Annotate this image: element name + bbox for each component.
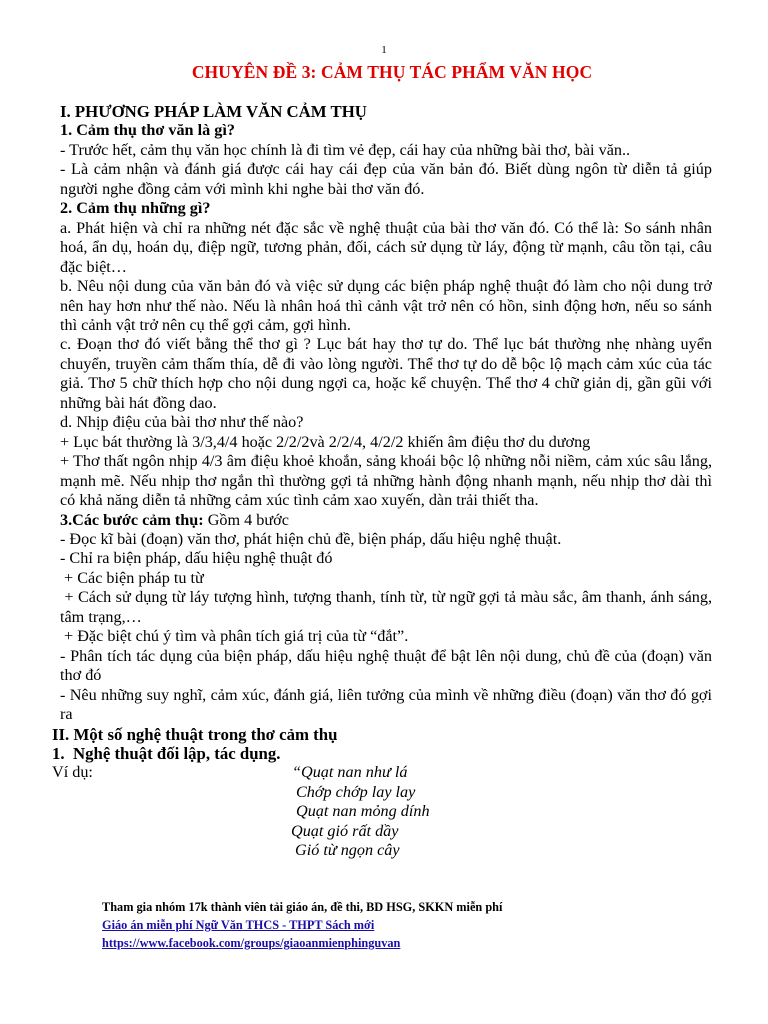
poem-line: Chớp chớp lay lay [296,782,416,801]
poem-line: “Quạt nan như lá [292,763,408,782]
poem-line: Gió từ ngọn cây [295,841,400,860]
step-item: - Đọc kĩ bài (đoạn) văn thơ, phát hiện chủ đề, biện pháp, dấu hiệu nghệ thuật. [60,529,562,548]
question-3-heading-bold: 3.Các bước cảm thụ: [60,510,204,529]
example-label: Ví dụ: [52,763,93,782]
poem-line: Quạt gió rất dầy [291,821,399,840]
footer-link-title[interactable]: Giáo án miễn phí Ngữ Văn THCS - THPT Sách mới [102,918,375,932]
question-3-heading [60,511,712,530]
paragraph-c: c. Đoạn thơ đó viết bằng thể thơ gì ? Lục bát hay thơ tự do. Thể lục bát thường nhẹ nhàng uyển chuyển, truyền cảm thấm thía, dễ đi vào lòng người. Thể thơ tự do dễ bộc lộ mạch cảm xúc của tác giả. Thơ 5 chữ thích hợp cho nội dung ngợi ca, hoặc kể chuyện. Thể thơ 4 chữ giản dị, gần gũi với những bài hát đồng dao. [60,335,712,412]
section-1-heading: I. PHƯƠNG PHÁP LÀM VĂN CẢM THỤ [60,102,367,121]
footer-promo-text: Tham gia nhóm 17k thành viên tải giáo án, đề thi, BD HSG, SKKN miễn phí [102,900,503,914]
question-2-heading: 2. Cảm thụ những gì? [60,199,211,218]
subsection-1-heading: 1. Nghệ thuật đối lập, tác dụng. [52,743,281,763]
question-3-heading-rest: Gồm 4 bước [203,510,289,529]
footer [102,898,502,952]
paragraph: - Là cảm nhận và đánh giá được cái hay cái đẹp của văn bản đó. Biết dùng ngôn từ diễn tả giúp người nghe đồng cảm với mình khi nghe bài thơ văn đó. [60,160,712,198]
paragraph-plus-1: + Lục bát thường là 3/3,4/4 hoặc 2/2/2và 2/2/4, 4/2/2 khiến âm điệu thơ du dương [60,432,591,451]
step-item: + Các biện pháp tu từ [60,568,204,587]
paragraph-d: d. Nhịp điệu của bài thơ như thế nào? [60,413,304,432]
section-2-heading: II. Một số nghệ thuật trong thơ cảm thụ [52,724,338,744]
page-number: 1 [381,44,387,56]
poem-example [52,763,712,860]
step-item: - Chỉ ra biện pháp, dấu hiệu nghệ thuật đó [60,549,333,568]
footer-link-url[interactable]: https://www.facebook.com/groups/giaoanmienphinguvan [102,936,401,950]
paragraph-a: a. Phát hiện và chỉ ra những nét đặc sắc về nghệ thuật của bài thơ văn đó. Có thể là: So sánh nhân hoá, ẩn dụ, hoán dụ, điệp ngữ, tương phản, đối, cách sử dụng từ láy, động từ mạnh, câu tồn tại, câu đặc biệt… [60,218,712,276]
paragraph-b: b. Nêu nội dung của văn bản đó và việc sử dụng các biện pháp nghệ thuật đó làm cho nội dung trở nên hay hơn như thế nào. Nếu là nhân hoá thì cảnh vật trở nên có hồn, sinh động hơn, nếu so sánh thì cảnh vật trở nên cụ thể gợi cảm, gợi hình. [60,277,712,334]
document-title: CHUYÊN ĐỀ 3: CẢM THỤ TÁC PHẨM VĂN HỌC [191,62,593,82]
paragraph-plus-2: + Thơ thất ngôn nhịp 4/3 âm điệu khoẻ khoắn, sảng khoái bộc lộ những nỗi niềm, cảm xúc sâu lắng, mạnh mẽ. Nếu nhịp thơ ngắn thì thường gợi tả những hành động nhanh mạnh, nếu nhịp thơ dài thì có khả năng diễn tả những cảm xúc tình cảm xao xuyến, dàn trải thiết tha. [60,452,712,510]
step-item: - Phân tích tác dụng của biện pháp, dấu hiệu nghệ thuật để bật lên nội dung, chủ đề của (đoạn) văn thơ đó [60,646,712,685]
poem-line: Quạt nan mỏng dính [296,802,430,821]
document-body [52,102,717,860]
question-1-heading: 1. Cảm thụ thơ văn là gì? [60,121,235,140]
step-item: - Nêu những suy nghĩ, cảm xúc, đánh giá, liên tưởng của mình về những điều (đoạn) văn thơ đó gợi ra [60,685,712,724]
step-item: + Đặc biệt chú ý tìm và phân tích giá trị của từ “đắt”. [60,627,409,646]
paragraph: - Trước hết, cảm thụ văn học chính là đi tìm vẻ đẹp, cái hay của những bài thơ, bài văn.. [60,140,631,159]
step-item: + Cách sử dụng từ láy tượng hình, tượng thanh, tính từ, từ ngữ gợi tả màu sắc, âm thanh, ánh sáng, tâm trạng,… [60,588,717,626]
